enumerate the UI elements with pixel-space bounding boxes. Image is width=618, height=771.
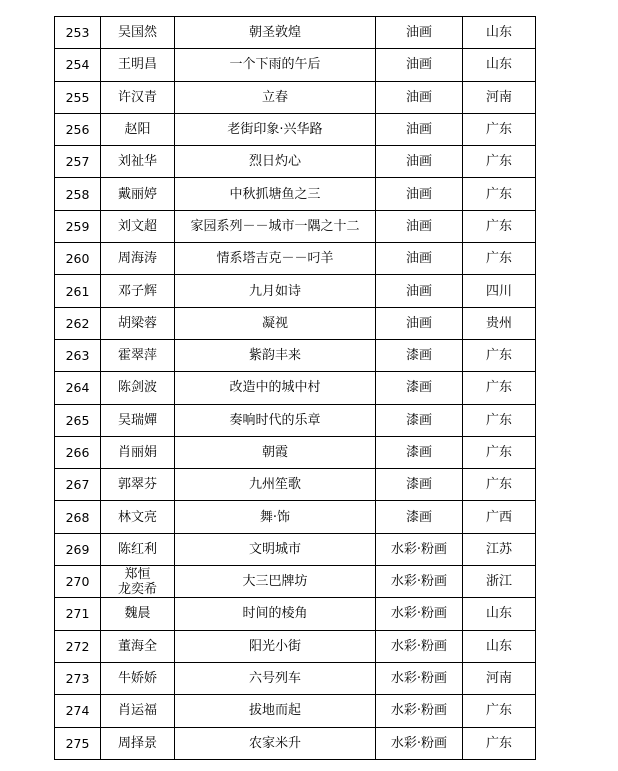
table-row [55, 469, 536, 501]
table-row [55, 662, 536, 694]
cell-region: 山东 [463, 630, 536, 662]
cell-category: 水彩·粉画 [376, 630, 463, 662]
cell-artwork-title: 情系塔吉克－－叼羊 [175, 243, 376, 275]
cell-category: 水彩·粉画 [376, 598, 463, 630]
cell-category: 油画 [376, 275, 463, 307]
cell-number: 258 [55, 178, 101, 210]
cell-artwork-title: 文明城市 [175, 533, 376, 565]
table-row [55, 243, 536, 275]
cell-number: 269 [55, 533, 101, 565]
cell-category: 漆画 [376, 404, 463, 436]
cell-region: 广东 [463, 372, 536, 404]
cell-region: 广东 [463, 210, 536, 242]
table-row [55, 404, 536, 436]
table-row [55, 113, 536, 145]
table-row [55, 146, 536, 178]
cell-region: 广东 [463, 243, 536, 275]
table-row [55, 17, 536, 49]
cell-category: 油画 [376, 81, 463, 113]
cell-number: 255 [55, 81, 101, 113]
cell-number: 266 [55, 436, 101, 468]
cell-region: 河南 [463, 662, 536, 694]
cell-artist-name: 肖运福 [101, 695, 175, 727]
cell-artist-name: 刘祉华 [101, 146, 175, 178]
table-row [55, 339, 536, 371]
cell-number: 271 [55, 598, 101, 630]
table-row [55, 436, 536, 468]
table-row [55, 566, 536, 598]
cell-region: 广东 [463, 146, 536, 178]
cell-artwork-title: 改造中的城中村 [175, 372, 376, 404]
cell-artist-name: 董海全 [101, 630, 175, 662]
cell-artwork-title: 九月如诗 [175, 275, 376, 307]
cell-artwork-title: 朝霞 [175, 436, 376, 468]
cell-number: 254 [55, 49, 101, 81]
cell-artwork-title: 拔地而起 [175, 695, 376, 727]
table-row [55, 598, 536, 630]
cell-region: 贵州 [463, 307, 536, 339]
cell-number: 274 [55, 695, 101, 727]
cell-region: 浙江 [463, 566, 536, 598]
cell-number: 267 [55, 469, 101, 501]
cell-number: 253 [55, 17, 101, 49]
cell-artwork-title: 九州笙歌 [175, 469, 376, 501]
cell-number: 256 [55, 113, 101, 145]
table-row [55, 372, 536, 404]
award-list-table [54, 16, 536, 760]
cell-artist-name: 王明昌 [101, 49, 175, 81]
cell-number: 259 [55, 210, 101, 242]
cell-region: 广东 [463, 695, 536, 727]
table-row [55, 81, 536, 113]
table-row [55, 178, 536, 210]
cell-artwork-title: 朝圣敦煌 [175, 17, 376, 49]
cell-category: 水彩·粉画 [376, 662, 463, 694]
cell-number: 272 [55, 630, 101, 662]
cell-category: 油画 [376, 113, 463, 145]
cell-artist-name: 郭翠芬 [101, 469, 175, 501]
cell-category: 油画 [376, 307, 463, 339]
cell-artist-name: 林文亮 [101, 501, 175, 533]
cell-region: 广东 [463, 469, 536, 501]
cell-category: 漆画 [376, 436, 463, 468]
cell-artwork-title: 大三巴牌坊 [175, 566, 376, 598]
table-row [55, 49, 536, 81]
cell-category: 油画 [376, 17, 463, 49]
table-row [55, 210, 536, 242]
cell-region: 广东 [463, 436, 536, 468]
cell-region: 广东 [463, 727, 536, 759]
cell-artwork-title: 中秋抓塘鱼之三 [175, 178, 376, 210]
table-body [55, 17, 536, 760]
cell-artist-name: 吴瑞嬋 [101, 404, 175, 436]
cell-number: 262 [55, 307, 101, 339]
table-row [55, 695, 536, 727]
cell-number: 260 [55, 243, 101, 275]
cell-artist-name: 牛娇娇 [101, 662, 175, 694]
cell-category: 水彩·粉画 [376, 695, 463, 727]
cell-artist-name: 胡梁蓉 [101, 307, 175, 339]
cell-artwork-title: 烈日灼心 [175, 146, 376, 178]
cell-artist-name: 邓子辉 [101, 275, 175, 307]
cell-artist-name: 吴国然 [101, 17, 175, 49]
cell-category: 油画 [376, 49, 463, 81]
cell-region: 山东 [463, 598, 536, 630]
cell-artwork-title: 舞·饰 [175, 501, 376, 533]
cell-number: 257 [55, 146, 101, 178]
cell-region: 河南 [463, 81, 536, 113]
cell-number: 265 [55, 404, 101, 436]
table-row [55, 307, 536, 339]
cell-number: 275 [55, 727, 101, 759]
cell-artwork-title: 六号列车 [175, 662, 376, 694]
cell-category: 漆画 [376, 339, 463, 371]
cell-region: 江苏 [463, 533, 536, 565]
cell-number: 263 [55, 339, 101, 371]
cell-category: 油画 [376, 210, 463, 242]
cell-artist-name: 周海涛 [101, 243, 175, 275]
cell-artist-name: 陈红利 [101, 533, 175, 565]
cell-category: 水彩·粉画 [376, 727, 463, 759]
cell-artist-name: 赵阳 [101, 113, 175, 145]
table-row [55, 533, 536, 565]
table-row [55, 275, 536, 307]
cell-category: 漆画 [376, 469, 463, 501]
cell-artist-name: 刘文超 [101, 210, 175, 242]
cell-category: 油画 [376, 178, 463, 210]
cell-artwork-title: 阳光小街 [175, 630, 376, 662]
cell-artist-name: 霍翠萍 [101, 339, 175, 371]
cell-artist-name: 魏晨 [101, 598, 175, 630]
cell-number: 261 [55, 275, 101, 307]
table-row [55, 727, 536, 759]
cell-artwork-title: 一个下雨的午后 [175, 49, 376, 81]
cell-category: 油画 [376, 243, 463, 275]
cell-region: 广东 [463, 178, 536, 210]
table-row [55, 501, 536, 533]
cell-category: 漆画 [376, 501, 463, 533]
cell-artist-name: 陈剑波 [101, 372, 175, 404]
cell-artwork-title: 紫韵丰来 [175, 339, 376, 371]
cell-artwork-title: 凝视 [175, 307, 376, 339]
cell-region: 山东 [463, 17, 536, 49]
cell-number: 270 [55, 566, 101, 598]
cell-artist-name: 肖丽娟 [101, 436, 175, 468]
cell-region: 山东 [463, 49, 536, 81]
cell-region: 广东 [463, 339, 536, 371]
cell-region: 四川 [463, 275, 536, 307]
cell-number: 264 [55, 372, 101, 404]
cell-artist-name: 郑恒 龙奕希 [101, 566, 175, 598]
table-row [55, 630, 536, 662]
cell-region: 广东 [463, 404, 536, 436]
cell-artwork-title: 奏响时代的乐章 [175, 404, 376, 436]
cell-artwork-title: 家园系列－－城市一隅之十二 [175, 210, 376, 242]
cell-artist-name: 戴丽婷 [101, 178, 175, 210]
cell-region: 广西 [463, 501, 536, 533]
cell-number: 268 [55, 501, 101, 533]
cell-category: 水彩·粉画 [376, 566, 463, 598]
cell-category: 油画 [376, 146, 463, 178]
cell-artwork-title: 老街印象·兴华路 [175, 113, 376, 145]
cell-artist-name: 许汉青 [101, 81, 175, 113]
cell-number: 273 [55, 662, 101, 694]
cell-artwork-title: 农家米升 [175, 727, 376, 759]
cell-artwork-title: 时间的棱角 [175, 598, 376, 630]
cell-artwork-title: 立春 [175, 81, 376, 113]
cell-category: 漆画 [376, 372, 463, 404]
cell-category: 水彩·粉画 [376, 533, 463, 565]
cell-artist-name: 周择景 [101, 727, 175, 759]
cell-region: 广东 [463, 113, 536, 145]
